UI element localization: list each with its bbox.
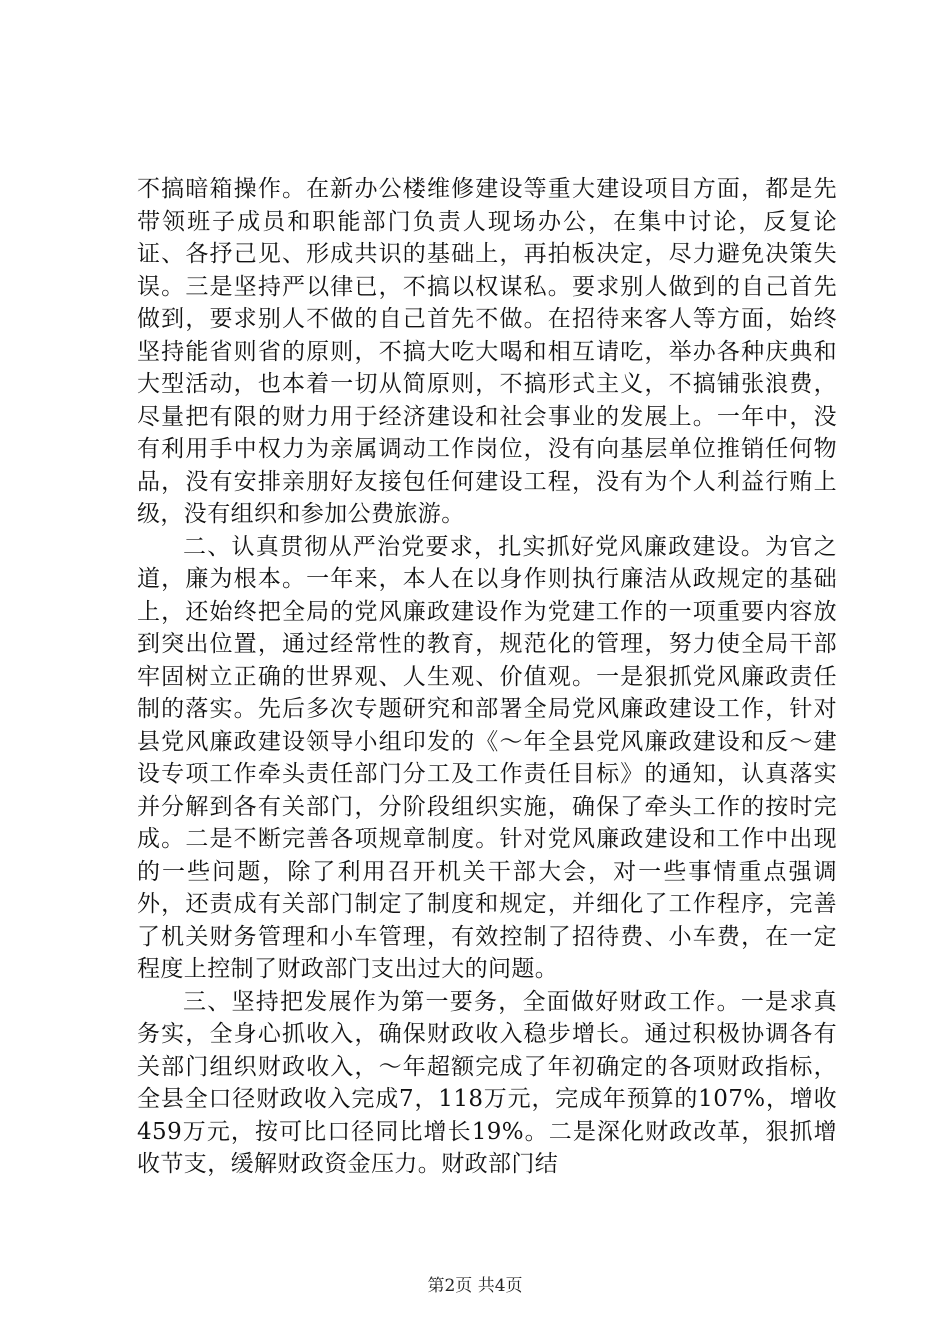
paragraph-2: 二、认真贯彻从严治党要求，扎实抓好党风廉政建设。为官之道，廉为根本。一年来，本人在以身作则执行廉洁从政规定的基础上，还始终把全局的党风廉政建设作为党建工作的一项重要内容放到突出位置，通过经常性的教育，规范化的管理，努力使全局干部牢固树立正确的世界观、人生观、价值观。一是狠抓党风廉政责任制的落实。先后多次专题研究和部署全局党风廉政建设工作，针对县党风廉政建设领导小组印发的《～年全县党风廉政建设和反～建设专项工作牵头责任部门分工及工作责任目标》的通知，认真落实并分解到各有关部门，分阶段组织实施，确保了牵头工作的按时完成。二是不断完善各项规章制度。针对党风廉政建设和工作中出现的一些问题，除了利用召开机关干部大会，对一些事情重点强调外，还责成有关部门制定了制度和规定，并细化了工作程序，完善了机关财务管理和小车管理，有效控制了招待费、小车费，在一定程度上控制了财政部门支出过大的问题。 <box>137 533 837 982</box>
page-number: 第2页 共4页 <box>427 1276 523 1296</box>
document-body <box>137 173 837 1181</box>
page-footer <box>0 1275 950 1297</box>
paragraph-3: 三、坚持把发展作为第一要务，全面做好财政工作。一是求真务实，全身心抓收入，确保财政收入稳步增长。通过积极协调各有关部门组织财政收入，～年超额完成了年初确定的各项财政指标，全县全口径财政收入完成7，118万元，完成年预算的107%，增收459万元，按可比口径同比增长19%。二是深化财政改革，狠抓增收节支，缓解财政资金压力。财政部门结 <box>137 988 837 1177</box>
paragraph-1: 不搞暗箱操作。在新办公楼维修建设等重大建设项目方面，都是先带领班子成员和职能部门负责人现场办公，在集中讨论，反复论证、各抒己见、形成共识的基础上，再拍板决定，尽力避免决策失误。三是坚持严以律已，不搞以权谋私。要求别人做到的自己首先做到，要求别人不做的自己首先不做。在招待来客人等方面，始终坚持能省则省的原则，不搞大吃大喝和相互请吃，举办各种庆典和大型活动，也本着一切从简原则，不搞形式主义，不搞铺张浪费，尽量把有限的财力用于经济建设和社会事业的发展上。一年中，没有利用手中权力为亲属调动工作岗位，没有向基层单位推销任何物品，没有安排亲朋好友接包任何建设工程，没有为个人利益行贿上级，没有组织和参加公费旅游。 <box>137 176 837 527</box>
